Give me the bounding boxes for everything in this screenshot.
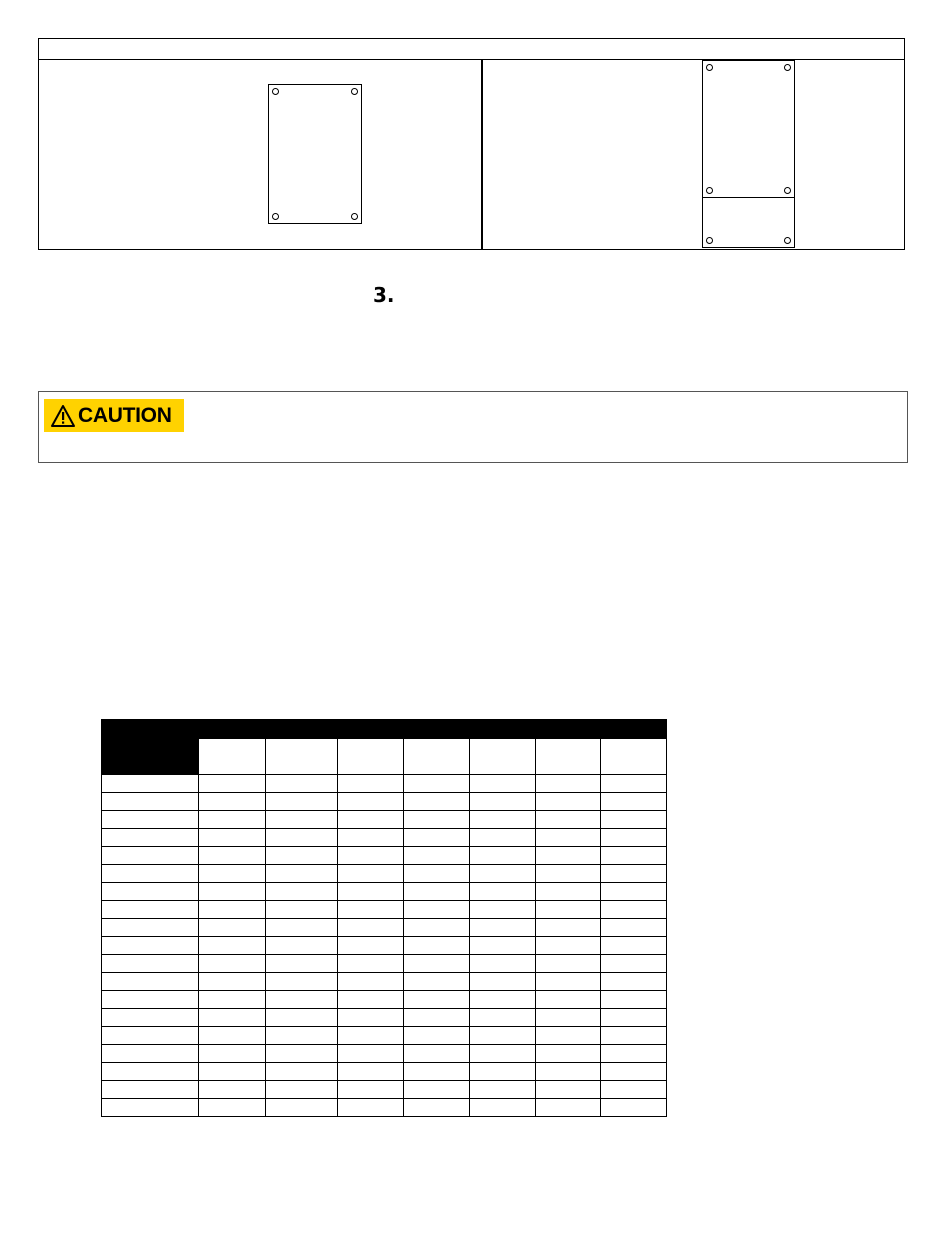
- table-cell: [404, 1045, 470, 1063]
- table-cell: [536, 919, 601, 937]
- row-label-cell: [102, 829, 199, 847]
- table-cell: [266, 937, 338, 955]
- table-cell: [266, 793, 338, 811]
- table-body: [102, 775, 667, 1117]
- table-cell: [601, 775, 667, 793]
- table-cell: [601, 1081, 667, 1099]
- table-row: [102, 991, 667, 1009]
- table-cell: [199, 1099, 266, 1117]
- row-label-cell: [102, 883, 199, 901]
- table-cell: [470, 883, 536, 901]
- table-cell: [404, 865, 470, 883]
- table-cell: [199, 1045, 266, 1063]
- step-number: 3.: [373, 283, 395, 307]
- table-cell: [404, 991, 470, 1009]
- table-cell: [404, 937, 470, 955]
- table-cell: [404, 1099, 470, 1117]
- table-cell: [470, 1081, 536, 1099]
- column-header: [199, 739, 266, 775]
- table-cell: [199, 847, 266, 865]
- table-cell: [266, 991, 338, 1009]
- table-cell: [470, 865, 536, 883]
- lower-mounting-plate: [702, 197, 795, 248]
- table-cell: [536, 811, 601, 829]
- table-cell: [470, 955, 536, 973]
- table-cell: [470, 1009, 536, 1027]
- table-cell: [199, 883, 266, 901]
- row-label-cell: [102, 955, 199, 973]
- table-cell: [199, 901, 266, 919]
- table-cell: [266, 775, 338, 793]
- table-cell: [470, 1027, 536, 1045]
- table-cell: [338, 793, 404, 811]
- row-label-cell: [102, 1045, 199, 1063]
- table-cell: [338, 847, 404, 865]
- table-cell: [266, 973, 338, 991]
- mounting-hole-icon: [784, 187, 791, 194]
- figure-divider: [481, 60, 483, 249]
- table-cell: [601, 1009, 667, 1027]
- caution-label-text: CAUTION: [78, 403, 172, 427]
- table-cell: [266, 811, 338, 829]
- table-cell: [338, 1063, 404, 1081]
- table-cell: [536, 883, 601, 901]
- caution-label: [44, 399, 184, 432]
- warning-triangle-icon: [50, 404, 76, 428]
- table-row: [102, 955, 667, 973]
- mounting-hole-icon: [706, 237, 713, 244]
- table-cell: [470, 973, 536, 991]
- table-cell: [601, 1099, 667, 1117]
- table-cell: [601, 847, 667, 865]
- table-cell: [536, 955, 601, 973]
- table-cell: [199, 793, 266, 811]
- row-label-cell: [102, 919, 199, 937]
- table-cell: [536, 865, 601, 883]
- table-cell: [266, 847, 338, 865]
- table-cell: [601, 1027, 667, 1045]
- row-label-cell: [102, 811, 199, 829]
- table-cell: [470, 1045, 536, 1063]
- column-header: [404, 739, 470, 775]
- row-label-cell: [102, 901, 199, 919]
- table-cell: [266, 1063, 338, 1081]
- row-label-cell: [102, 1099, 199, 1117]
- table-cell: [338, 865, 404, 883]
- column-header: [266, 739, 338, 775]
- table-cell: [536, 793, 601, 811]
- row-label-cell: [102, 1027, 199, 1045]
- table-cell: [338, 775, 404, 793]
- table-cell: [470, 937, 536, 955]
- table-cell: [338, 973, 404, 991]
- table-cell: [404, 1063, 470, 1081]
- table-cell: [338, 811, 404, 829]
- row-label-cell: [102, 991, 199, 1009]
- table-cell: [338, 1099, 404, 1117]
- row-label-cell: [102, 865, 199, 883]
- table-row: [102, 829, 667, 847]
- table-cell: [266, 919, 338, 937]
- table-cell: [536, 973, 601, 991]
- table-cell: [266, 1027, 338, 1045]
- table-row: [102, 901, 667, 919]
- table-row: [102, 1081, 667, 1099]
- table-row: [102, 775, 667, 793]
- table-cell: [601, 991, 667, 1009]
- table-cell: [601, 955, 667, 973]
- table-cell: [266, 1099, 338, 1117]
- table-cell: [536, 991, 601, 1009]
- table-cell: [338, 955, 404, 973]
- table-cell: [404, 1081, 470, 1099]
- table-cell: [601, 919, 667, 937]
- table-cell: [266, 1045, 338, 1063]
- table-cell: [601, 973, 667, 991]
- table-cell: [199, 811, 266, 829]
- table-cell: [404, 847, 470, 865]
- mounting-hole-icon: [784, 237, 791, 244]
- table-cell: [266, 865, 338, 883]
- column-header: [536, 739, 601, 775]
- table-cell: [536, 847, 601, 865]
- table-cell: [470, 901, 536, 919]
- table-cell: [536, 1063, 601, 1081]
- table-cell: [601, 1063, 667, 1081]
- table-cell: [199, 919, 266, 937]
- row-label-cell: [102, 1009, 199, 1027]
- column-header: [601, 739, 667, 775]
- table-cell: [266, 901, 338, 919]
- table-cell: [536, 1045, 601, 1063]
- table-cell: [470, 775, 536, 793]
- table-cell: [470, 829, 536, 847]
- table-cell: [338, 1081, 404, 1099]
- table-cell: [199, 955, 266, 973]
- table-cell: [266, 1009, 338, 1027]
- table-row: [102, 811, 667, 829]
- table-row: [102, 919, 667, 937]
- table-row: [102, 883, 667, 901]
- table-cell: [601, 865, 667, 883]
- table-cell: [536, 1027, 601, 1045]
- mounting-hole-icon: [351, 213, 358, 220]
- table-cell: [601, 937, 667, 955]
- table-cell: [601, 829, 667, 847]
- table-cell: [338, 829, 404, 847]
- table-group-header: [199, 720, 667, 739]
- table-cell: [536, 1009, 601, 1027]
- table-cell: [199, 991, 266, 1009]
- table-cell: [601, 1045, 667, 1063]
- table-cell: [536, 901, 601, 919]
- table-row: [102, 865, 667, 883]
- table-cell: [404, 973, 470, 991]
- mounting-hole-icon: [706, 64, 713, 71]
- table-cell: [536, 1099, 601, 1117]
- row-label-cell: [102, 973, 199, 991]
- table-cell: [266, 829, 338, 847]
- table-cell: [199, 775, 266, 793]
- table-cell: [199, 1009, 266, 1027]
- table-cell: [601, 811, 667, 829]
- upper-mounting-plate: [702, 60, 795, 198]
- table-cell: [536, 829, 601, 847]
- row-label-cell: [102, 775, 199, 793]
- table-cell: [470, 1063, 536, 1081]
- table-cell: [601, 793, 667, 811]
- table-cell: [404, 901, 470, 919]
- table-cell: [338, 1027, 404, 1045]
- table-cell: [601, 901, 667, 919]
- mounting-hole-icon: [272, 88, 279, 95]
- row-label-cell: [102, 1063, 199, 1081]
- table-cell: [404, 1009, 470, 1027]
- table-cell: [199, 1027, 266, 1045]
- table-cell: [266, 1081, 338, 1099]
- table-cell: [338, 1009, 404, 1027]
- row-label-cell: [102, 793, 199, 811]
- table-cell: [470, 991, 536, 1009]
- mounting-hole-icon: [784, 64, 791, 71]
- table-row: [102, 937, 667, 955]
- table-cell: [404, 829, 470, 847]
- row-label-cell: [102, 1081, 199, 1099]
- table-cell: [470, 793, 536, 811]
- column-header: [470, 739, 536, 775]
- specification-table: [101, 719, 667, 1117]
- column-header: [338, 739, 404, 775]
- table-cell: [338, 937, 404, 955]
- table-cell: [404, 811, 470, 829]
- table-row: [102, 1099, 667, 1117]
- table-cell: [470, 1099, 536, 1117]
- table-cell: [199, 829, 266, 847]
- table-row: [102, 793, 667, 811]
- mounting-hole-icon: [706, 187, 713, 194]
- table-row: [102, 1045, 667, 1063]
- table-cell: [266, 955, 338, 973]
- table-cell: [404, 1027, 470, 1045]
- row-label-cell: [102, 847, 199, 865]
- table-cell: [470, 811, 536, 829]
- table-cell: [536, 775, 601, 793]
- single-mounting-plate: [268, 84, 362, 224]
- table-cell: [404, 955, 470, 973]
- table-cell: [199, 937, 266, 955]
- table-cell: [536, 937, 601, 955]
- mounting-hole-icon: [351, 88, 358, 95]
- table-row: [102, 1009, 667, 1027]
- table-cell: [338, 919, 404, 937]
- table-cell: [199, 865, 266, 883]
- table-cell: [266, 883, 338, 901]
- table-corner-header: [102, 720, 199, 775]
- table-cell: [199, 1063, 266, 1081]
- table-cell: [536, 1081, 601, 1099]
- table-row: [102, 1063, 667, 1081]
- table-cell: [404, 793, 470, 811]
- table-cell: [404, 919, 470, 937]
- table-row: [102, 847, 667, 865]
- table-cell: [338, 1045, 404, 1063]
- table-cell: [404, 775, 470, 793]
- mounting-hole-icon: [272, 213, 279, 220]
- table-cell: [338, 991, 404, 1009]
- table-cell: [199, 973, 266, 991]
- table-cell: [199, 1081, 266, 1099]
- table-cell: [470, 919, 536, 937]
- table-cell: [338, 883, 404, 901]
- table-row: [102, 1027, 667, 1045]
- row-label-cell: [102, 937, 199, 955]
- table-cell: [338, 901, 404, 919]
- table-row: [102, 973, 667, 991]
- table-cell: [404, 883, 470, 901]
- table-cell: [470, 847, 536, 865]
- table-cell: [601, 883, 667, 901]
